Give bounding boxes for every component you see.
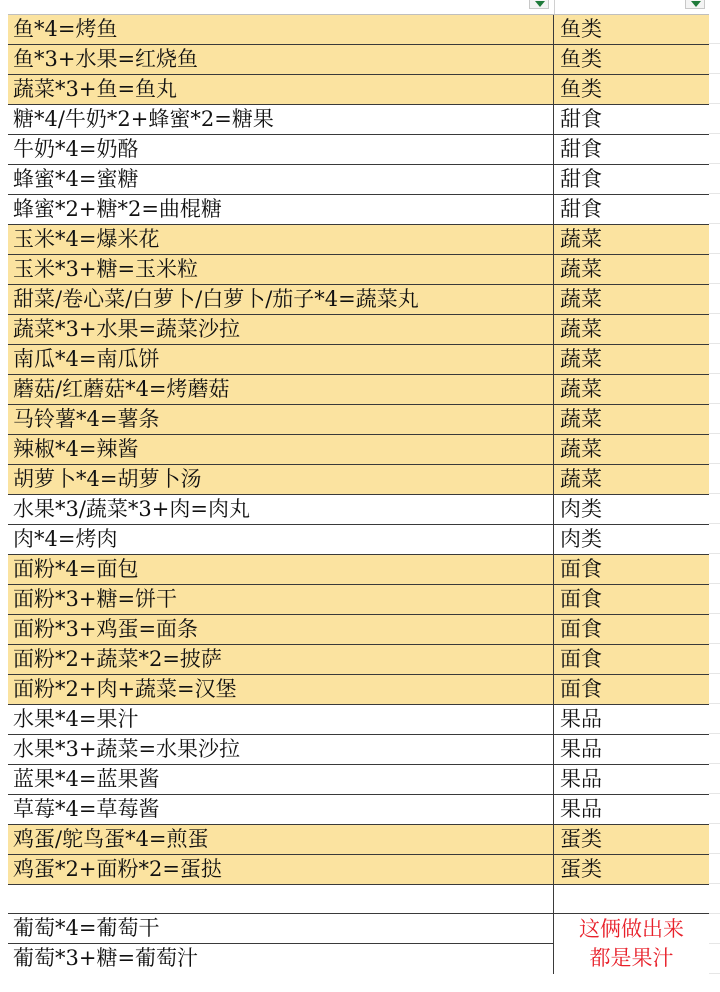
gridline	[709, 253, 720, 254]
gridline	[709, 973, 720, 974]
table-row	[8, 345, 709, 375]
filter-dropdown-icon[interactable]	[529, 0, 549, 9]
filter-dropdown-icon[interactable]	[685, 0, 705, 9]
table-row	[8, 315, 709, 345]
gridline	[709, 313, 720, 314]
category-cell[interactable]: 甜食	[560, 197, 602, 221]
category-cell[interactable]: 鱼类	[560, 77, 602, 101]
category-cell[interactable]: 蔬菜	[560, 317, 602, 341]
category-cell[interactable]: 肉类	[560, 497, 602, 521]
category-cell[interactable]: 蛋类	[560, 857, 602, 881]
table-row	[8, 195, 709, 225]
category-cell[interactable]: 果品	[560, 767, 602, 791]
gridline	[709, 703, 720, 704]
table-row	[8, 225, 709, 255]
category-cell[interactable]: 甜食	[560, 137, 602, 161]
table-row	[8, 105, 709, 135]
gridline	[709, 943, 720, 944]
recipe-cell[interactable]: 蔬菜*3+水果=蔬菜沙拉	[8, 315, 554, 344]
gridline	[709, 43, 720, 44]
category-cell[interactable]: 甜食	[560, 167, 602, 191]
table-row	[8, 495, 709, 525]
gridline	[709, 613, 720, 614]
category-cell[interactable]: 面食	[560, 647, 602, 671]
header-row	[8, 0, 709, 15]
recipe-cell[interactable]: 牛奶*4=奶酪	[8, 135, 554, 164]
recipe-cell[interactable]: 蘑菇/红蘑菇*4=烤蘑菇	[8, 375, 554, 404]
recipe-cell[interactable]: 鱼*3+水果=红烧鱼	[8, 45, 554, 74]
table-row	[8, 75, 709, 105]
table-row	[8, 615, 709, 645]
gridline	[709, 403, 720, 404]
gridline	[709, 643, 720, 644]
recipe-cell[interactable]: 肉*4=烤肉	[8, 525, 554, 554]
note-line: 这俩做出来	[579, 917, 684, 941]
recipe-cell[interactable]: 胡萝卜*4=胡萝卜汤	[8, 465, 554, 494]
gridline	[709, 133, 720, 134]
category-cell[interactable]: 肉类	[560, 527, 602, 551]
extra-recipe-column	[8, 914, 554, 974]
recipe-cell[interactable]: 蜂蜜*4=蜜糖	[8, 165, 554, 194]
gridline	[709, 373, 720, 374]
recipe-cell[interactable]: 面粉*2+蔬菜*2=披萨	[8, 645, 554, 674]
table-row	[8, 735, 709, 765]
category-cell[interactable]: 蔬菜	[560, 347, 602, 371]
recipe-cell[interactable]: 葡萄*4=葡萄干	[8, 914, 553, 944]
recipe-cell[interactable]: 水果*3/蔬菜*3+肉=肉丸	[8, 495, 554, 524]
category-cell[interactable]: 蔬菜	[560, 407, 602, 431]
category-cell[interactable]: 面食	[560, 557, 602, 581]
blank-row[interactable]	[8, 885, 709, 914]
category-cell[interactable]: 蔬菜	[560, 287, 602, 311]
recipe-cell[interactable]: 鱼*4=烤鱼	[8, 15, 554, 44]
table-row	[8, 15, 709, 45]
gridline	[709, 73, 720, 74]
table-row	[8, 435, 709, 465]
category-cell[interactable]: 果品	[560, 797, 602, 821]
recipe-cell[interactable]: 马铃薯*4=薯条	[8, 405, 554, 434]
gridline	[709, 583, 720, 584]
table-row	[8, 795, 709, 825]
table-row	[8, 525, 709, 555]
category-cell[interactable]: 蔬菜	[560, 377, 602, 401]
blank-cell[interactable]	[554, 885, 709, 913]
recipe-cell[interactable]: 甜菜/卷心菜/白萝卜/白萝卜/茄子*4=蔬菜丸	[8, 285, 554, 314]
table-row	[8, 855, 709, 885]
table-row	[8, 165, 709, 195]
category-cell[interactable]: 面食	[560, 587, 602, 611]
category-cell[interactable]: 蔬菜	[560, 257, 602, 281]
category-cell[interactable]: 蔬菜	[560, 437, 602, 461]
recipe-cell[interactable]: 南瓜*4=南瓜饼	[8, 345, 554, 374]
note-line: 都是果汁	[589, 946, 674, 970]
recipe-cell[interactable]: 蔬菜*3+鱼=鱼丸	[8, 75, 554, 104]
category-cell[interactable]: 甜食	[560, 107, 602, 131]
recipe-cell[interactable]: 糖*4/牛奶*2+蜂蜜*2=糖果	[8, 105, 554, 134]
gridline	[709, 103, 720, 104]
table-row	[8, 555, 709, 585]
gridline	[709, 433, 720, 434]
filter-arrow	[535, 1, 545, 7]
recipe-cell[interactable]: 草莓*4=草莓酱	[8, 795, 554, 824]
blank-cell[interactable]	[8, 885, 554, 913]
table-body	[8, 15, 709, 885]
gridline	[709, 823, 720, 824]
recipe-cell[interactable]: 玉米*3+糖=玉米粒	[8, 255, 554, 284]
gridline	[709, 163, 720, 164]
category-cell[interactable]: 果品	[560, 737, 602, 761]
table-row	[8, 825, 709, 855]
gridline	[709, 493, 720, 494]
table-row	[8, 765, 709, 795]
table-row	[8, 705, 709, 735]
gridline	[709, 193, 720, 194]
table-row	[8, 375, 709, 405]
note-cell[interactable]	[554, 914, 709, 974]
recipe-cell[interactable]: 水果*4=果汁	[8, 705, 554, 734]
gridline	[709, 283, 720, 284]
gridline	[709, 763, 720, 764]
category-cell[interactable]: 鱼类	[560, 47, 602, 71]
recipe-cell[interactable]: 面粉*3+糖=饼干	[8, 585, 554, 614]
gridline	[709, 343, 720, 344]
recipe-cell[interactable]: 鸡蛋*2+面粉*2=蛋挞	[8, 855, 554, 884]
table-row	[8, 675, 709, 705]
table-row	[8, 405, 709, 435]
table-row	[8, 255, 709, 285]
recipe-cell[interactable]: 面粉*3+鸡蛋=面条	[8, 615, 554, 644]
table-row	[8, 135, 709, 165]
table-row	[8, 285, 709, 315]
right-gridlines	[709, 14, 720, 992]
recipe-cell[interactable]: 面粉*2+肉+蔬菜=汉堡	[8, 675, 554, 704]
gridline	[709, 793, 720, 794]
category-cell[interactable]: 鱼类	[560, 17, 602, 41]
gridline	[709, 913, 720, 914]
recipe-cell[interactable]: 辣椒*4=辣酱	[8, 435, 554, 464]
category-cell[interactable]: 果品	[560, 707, 602, 731]
gridline	[709, 463, 720, 464]
category-cell[interactable]: 蔬菜	[560, 467, 602, 491]
table-row	[8, 465, 709, 495]
column-divider	[554, 0, 555, 14]
category-cell[interactable]: 面食	[560, 617, 602, 641]
recipe-cell[interactable]: 蜂蜜*2+糖*2=曲棍糖	[8, 195, 554, 224]
category-cell[interactable]: 面食	[560, 677, 602, 701]
recipe-cell[interactable]: 面粉*4=面包	[8, 555, 554, 584]
recipe-cell[interactable]: 水果*3+蔬菜=水果沙拉	[8, 735, 554, 764]
table-row	[8, 585, 709, 615]
extra-rows	[8, 914, 709, 974]
table-row	[8, 45, 709, 75]
gridline	[709, 673, 720, 674]
recipe-cell[interactable]: 蓝果*4=蓝果酱	[8, 765, 554, 794]
recipe-cell[interactable]: 玉米*4=爆米花	[8, 225, 554, 254]
gridline	[709, 883, 720, 884]
recipe-cell[interactable]: 鸡蛋/鸵鸟蛋*4=煎蛋	[8, 825, 554, 854]
recipe-cell[interactable]: 葡萄*3+糖=葡萄汁	[13, 946, 199, 970]
filter-arrow	[691, 1, 701, 7]
spreadsheet-grid	[8, 0, 709, 974]
gridline	[709, 553, 720, 554]
table-row	[8, 645, 709, 675]
category-cell[interactable]: 蛋类	[560, 827, 602, 851]
gridline	[709, 223, 720, 224]
gridline	[709, 523, 720, 524]
gridline	[709, 733, 720, 734]
gridline	[709, 853, 720, 854]
category-cell[interactable]: 蔬菜	[560, 227, 602, 251]
